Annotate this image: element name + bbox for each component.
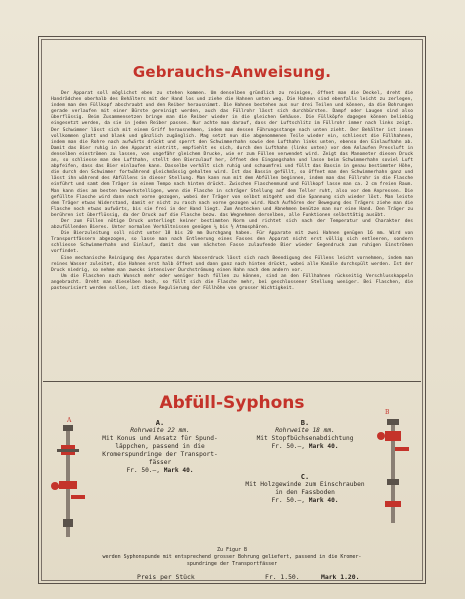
- syphon-c-desc: in den Fassboden: [275, 489, 335, 496]
- label-a: A: [67, 417, 72, 424]
- syphon-c-letter: C.: [300, 473, 310, 481]
- instructions-text: [51, 91, 413, 292]
- price-mark: Mark 40.: [308, 443, 339, 450]
- price-label: Preis per Stück: [137, 573, 195, 581]
- syphon-b-illustration: [371, 417, 415, 527]
- syphon-a-size: Rohrweite 22 mm.: [130, 427, 190, 434]
- syphon-c-desc: Mit Holzgewinde zum Einschrauben: [245, 481, 365, 488]
- label-b: B: [385, 409, 390, 416]
- figure-note-line: Zu Figur B: [216, 547, 248, 553]
- syphon-b-price: [235, 443, 375, 451]
- paragraph: Eine mechanische Reinigung des Apparates durch Wasserdruck lässt sich nach Beendigung des Füllens leicht vornehmen, indem man reines Wasser zuleitet, die Hahnen erst halb öffnet und dann ganz nach hinten drückt, wobei alle Kanäle durchspült werden. Ist der Druck niedrig, so nehme man zwecks intensiver Durchströmung einen Hahn nach dem andern vor.: [51, 255, 413, 273]
- price-mark: Mark 40.: [163, 467, 194, 474]
- figure-note-line: werden Syphonspunde mit entsprechend grosser Bohrung geliefert, passend in die Kromer-: [102, 553, 362, 560]
- syphon-a-letter: A.: [155, 419, 165, 427]
- syphon-a-desc: fässer: [148, 459, 172, 466]
- syphon-c-block: [235, 473, 375, 505]
- price-fr: Fr. 50.—,: [271, 497, 305, 504]
- syphon-b-size: Rohrweite 18 mm.: [275, 427, 335, 434]
- syphon-a-price: [91, 467, 229, 475]
- page-title: Gebrauchs-Anweisung.: [132, 63, 332, 81]
- syphon-b-block: [235, 419, 375, 451]
- syphons-title: Abfüll-Syphons: [159, 393, 305, 413]
- syphon-b-desc: Mit Stopfbüchsenabdichtung: [256, 435, 354, 442]
- page-frame: [38, 36, 426, 584]
- paragraph: Der Apparat soll möglichst eben zu stehen kommen. Um denselben gründlich zu reinigen, öffnet man die Deckel, dreht die Handrädchen oberhalb des Behälters mit der Hand los und ziehe die Hahnen unten weg. Die Hahnen sind ebenfalls leicht zu zerlegen, indem man den Füllkopf abschraubt und den Reiber herausnimmt. Die Hahnen bestehen aus nur drei Teilen und können, da die Bohrungen gerade verlaufen mit einer Bürste gereinigt werden, auch das Füllrohr lässt sich durchbürsten. Dampf oder Laugen sind also überflüssig. Beim Zusammensetzen bringe man die Reiber wieder in die gleichen Gehäuse. Die Füllköpfe dagegen können beliebig eingesetzt werden, da sie in jeden Reiber passen. Nur achte man darauf, dass der Luftschlitz im Füllrohr immer nach links zeigt. Der Schwimmer lässt sich mit einem Griff herausnehmen, indem man dessen Führungsstange nach unten zieht. Der Behälter ist innen vollkommen glatt und blank und gänzlich zugänglich. Mag setzt nun die abgenommenen Teile wieder ein, schliesst die Füllhahnen, indem man die Rohre nach aufwärts drückt und sperrt den Schwimmerhahn sowie den Lufthahn links unten, ebenso den Einlaufhahn ab. Damit das Bier ruhig in den Apparat eintritt, empfiehlt es sich, durch den Lufthahn (links unten) vor dem Anlaufen Pressluft in denselben einströmen zu lassen, von ungefähr gleichem Drucke, wie er zum Füllen verwendet wird. Zeigt das Manometer diesen Druck an, so schliesse man den Lufthahn, stellt den Bierzulauf her, öffnet den Eingangshahn und lasse beim Schwimmerhahn soviel Luft abpfeifen, dass das Bier einlaufen kann. Dasselbe verhält sich ruhig und schaumfrei und füllt das Bassin in genau bestimmter Höhe, die durch den Schwimmer fortwährend gleichmässig gehalten wird. Ist das Bassin gefüllt, so öffnet man den Schwimmerhahn ganz und lässt ihn während des Abfüllens in dieser Stellung. Man kann nun mit dem Abfüllen beginnen, indem man das Füllrohr in die Flasche einführt und samt dem Träger in einem Tempo nach hinten drückt. Zwischen Flaschenmund und Füllkopf lasse man ca. 2 cm freien Raum. Man kann dies am besten bewerkstelligen, wenn die Flasche in schräger Stellung auf dem Teller ruht, also vor dem Anpressen. Die gefüllte Flasche wird dann nach vorne gezogen, wobei der Träger von selbst mitgeht und die Spannung sich wieder löst. Man leiste dem Träger etwas Widerstand, damit er nicht zu rasch nach vorne gezogen wird. Nach Aufhören der Bewegung des Trägers ziehe man die Flasche noch etwas aufwärts, bis sie frei in der Hand liegt. Zum Anstecken und Abnehmen benütze man nur eine Hand. Den Träger zu berühren ist überflüssig, da der Druck auf die Flasche bezw. das Wegnehmen derselben, alle Funktionen selbsttätig ausübt.: [51, 91, 413, 218]
- syphon-b-letter: B.: [300, 419, 310, 427]
- price-unit-fr: Fr. 1.50.: [265, 573, 300, 581]
- syphon-a-block: [91, 419, 229, 475]
- syphon-a-illustration: [47, 423, 89, 543]
- price-fr: Fr. 50.—,: [271, 443, 305, 450]
- syphon-c-price: [235, 497, 375, 505]
- syphon-a-desc: Mit Konus und Ansatz für Spund-: [102, 435, 218, 442]
- paragraph: Um die Flaschen nach Wunsch mehr oder weniger hoch füllen zu können, sind an den Füllhahnen rückseitig Verschlusskappeln angebracht. Dreht man dieselben hoch, so füllt sich die Flasche mehr, bei geschlossener Stellung weniger. Bei Flaschen, die pasteurisiert werden sollen, ist diese Regulierung der Füllhöhe von grosser Wichtigkeit.: [51, 273, 413, 291]
- paragraph: Die Bierzuleitung soll nicht unter 18 bis 20 mm Durchgang haben. Für Apparate mit zwei Hahnen genügen 16 mm. Wird von Transportfässern abgezogen, so lasse man nach Entleerung eines Fasses den Apparat nicht erst völlig sich entleeren, sondern schliesse Schwimmerhahn und Einlauf, damit das vom nächsten Fasse zulaufende Bier wieder Gegendruck zum ruhigen Einströmen vorfindet.: [51, 231, 413, 255]
- section-divider: [43, 381, 421, 382]
- price-mark: Mark 40.: [308, 497, 339, 504]
- price-unit-mark: Mark 1.20.: [321, 573, 360, 581]
- paragraph: Der zum Füllen nötige Druck unterliegt keiner bestimmten Norm und richtet sich nach der Temperatur und Charakter des abzufüllenden Bieres. Unter normalen Verhältnissen genügen ¼ bis ½ Atmosphären.: [51, 218, 413, 231]
- syphon-a-desc: läppchen, passend in die: [115, 443, 205, 450]
- syphon-a-desc: Kromerspundringe der Transport-: [102, 451, 218, 458]
- price-fr: Fr. 50.—,: [126, 467, 160, 474]
- figure-note-line: spundringe der Transportfässer: [186, 560, 278, 567]
- figure-note: [39, 547, 425, 567]
